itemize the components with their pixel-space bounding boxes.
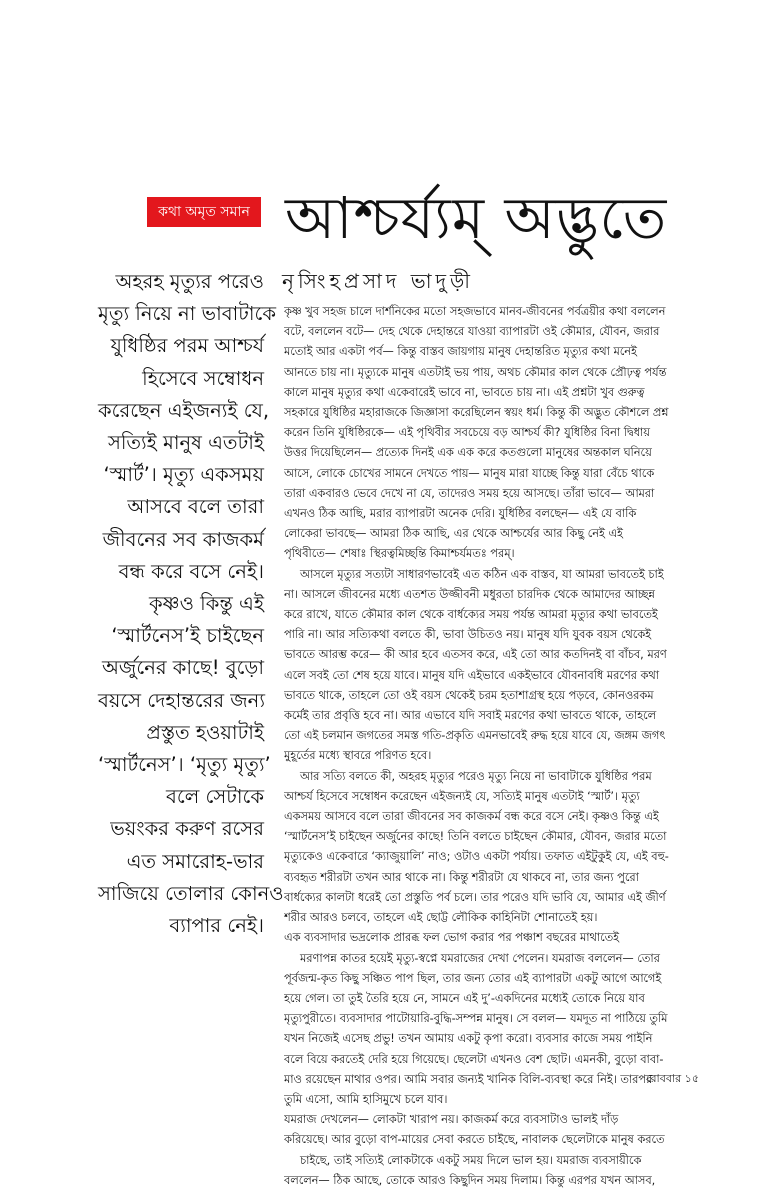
body-line: এখনও ঠিক আছি, মরার ব্যাপারটা অনেক দেরি। যুধিষ্ঠির বলছেন— এই যে বাকি bbox=[284, 507, 637, 521]
body-line: বটে, বললেন বটে— দেহ থেকে দেহান্তরে যাওয়া ব্যাপারটা ওই কৌমার, যৌবন, জরার bbox=[284, 325, 660, 339]
body-line: মৃত্যুপুরীতে। ব্যবসাদার পাটোয়ারি-বুদ্ধি-সম্পন্ন মানুষ। সে বলল— যমদূত না পাঠিয়ে তুমি bbox=[284, 1012, 668, 1026]
pull-quote-line: বন্ধ করে বসে নেই। bbox=[118, 559, 264, 583]
body-line: করেন তিনি যুধিষ্ঠিরকে— এই পৃথিবীর সবচেয়ে বড় আশ্চর্য কী? যুধিষ্ঠির বিনা দ্বিধায় bbox=[284, 426, 650, 440]
pull-quote-line: জীবনের সব কাজকর্ম bbox=[102, 527, 264, 551]
body-line: কালে মানুষ মৃত্যুর কথা একেবারেই ভাবে না, ভাবতে চায় না। এই প্রশ্নটা খুব গুরুত্ব bbox=[284, 385, 645, 399]
pull-quote-line: ‘স্মার্ট’। মৃত্যু একসময় bbox=[103, 463, 264, 487]
body-line: তারা একবারও ভেবে দেখে না যে, তাদেরও সময় হয়ে আসছে। তাঁরা ভাবে— আমরা bbox=[284, 486, 655, 500]
pull-quote-line: ‘স্মার্টনেস’ই চাইছেন bbox=[111, 624, 264, 648]
body-line: আসে, লোকে চোখের সামনে দেখতে পায়— মানুষ মারা যাচ্ছে কিন্তু যারা বেঁচে থাকে bbox=[284, 466, 655, 480]
body-line: ‘স্মার্টনেস’ই চাইছেন অর্জুনের কাছে! তিনি বলতে চাইছেন কৌমার, যৌবন, জরার মতো bbox=[284, 830, 667, 844]
body-line: হয়ে গেল। তা তুই তৈরি হয়ে নে, সামনে এই দু’-একদিনের মধ্যেই তোকে নিয়ে যাব bbox=[284, 991, 645, 1005]
body-line: বলে বিয়ে করতেই দেরি হয়ে গিয়েছে। ছেলেটা এখনও বেশ ছোট। এমনকী, বুড়ো বাবা- bbox=[284, 1052, 664, 1066]
paragraph-first-line: চাইছে, তাই সত্যিই লোকটাকে একটু সময় দিলে ভাল হয়। যমরাজ ব্যবসায়ীকে bbox=[300, 1153, 642, 1167]
body-line: মৃত্যুকেও একেবারে ‘ক্যাজুয়ালি’ নাও; ওটাও একটা পর্যায়। তফাত এইটুকুই যে, এই বহু- bbox=[284, 850, 669, 864]
body-line: বললেন— ঠিক আছে, তোকে আরও কিছুদিন সময় দিলাম। কিন্তু এরপর যখন আসব, bbox=[284, 1173, 656, 1187]
pull-quote-line: অহরহ মৃত্যুর পরেও bbox=[115, 270, 264, 293]
pull-quote-line: প্রস্তুত হওয়াটাই bbox=[146, 720, 264, 744]
body-line: আশ্চর্য হিসেবে সম্বোধন করেছেন এইজন্যই যে, সত্যিই মানুষ এতটাই ‘স্মার্ট’। মৃত্যু bbox=[284, 789, 640, 803]
headline: আশ্চর্য্যম্ অদ্ভুতে bbox=[285, 184, 668, 252]
body-line: এলে সবই তো শেষ হয়ে যাবে। মানুষ যদি এইভাবে একইভাবে যৌবনাবধি মরণের কথা bbox=[284, 668, 660, 682]
pull-quote-line: ব্যাপার নেই। bbox=[169, 914, 264, 938]
pull-quote-line: ‘স্মার্টনেস’। ‘মৃত্যু মৃত্যু’ bbox=[98, 753, 271, 777]
body-line: একসময় আসবে বলে তারা জীবনের সব কাজকর্ম বন্ধ করে বসে নেই। কৃষ্ণও কিন্তু এই bbox=[284, 810, 659, 824]
body-line: ভাবতে আরম্ভ করে— কী আর হবে এতসব করে, এই তো আর কতদিনই বা বাঁচব, মরণ bbox=[284, 648, 667, 662]
pull-quote-line: মৃত্যু নিয়ে না ভাবাটাকে bbox=[98, 302, 276, 326]
section-label: কথা অমৃত সমান bbox=[147, 197, 261, 227]
body-line: এক ব্যবসাদার ভদ্রলোক প্রারব্ধ ফল ভোগ করার পর পঞ্চাশ বছরের মাথাতেই bbox=[284, 931, 619, 945]
pull-quote-line: যুধিষ্ঠির পরম আশ্চর্য bbox=[110, 334, 264, 358]
pull-quote-line: সাজিয়ে তোলার কোনও bbox=[98, 881, 284, 905]
body-line: আনতে চায় না। মৃত্যুকে মানুষ এতটাই ভয় পায়, অথচ কৌমার কাল থেকে প্রৌঢ়ত্ব পর্যন্ত bbox=[284, 365, 667, 379]
pull-quote-line: অর্জুনের কাছে! বুড়ো bbox=[102, 656, 264, 680]
body-line: ব্যবহৃত শরীরটা তখন আর থাকে না। কিন্তু শরীরটা যে থাকবে না, তার জন্য পুরো bbox=[284, 870, 639, 884]
body-line: কৃষ্ণ খুব সহজ চালে দার্শনিকের মতো সহজভাবে মানব-জীবনের পর্বত্রয়ীর কথা বললেন bbox=[284, 305, 666, 318]
article-body bbox=[284, 302, 764, 1191]
body-line: উত্তর দিয়েছিলেন— প্রত্যেক দিনই এক এক করে কতগুলো মানুষের অন্তকাল ঘনিয়ে bbox=[284, 446, 652, 460]
body-line: মতোই আর একটা পর্ব— কিন্তু বাস্তব জায়গায় মানুষ দেহান্তরিত মৃত্যুর কথা মনেই bbox=[284, 345, 637, 359]
body-line: লোকেরা ভাবছে— আমরা ঠিক আছি, এর থেকে আশ্চর্যের আর কিছু নেই এই bbox=[284, 527, 623, 541]
body-line: মাও রয়েছেন মাথার ওপর। আমি সবার জন্যই খানিক বিলি-ব্যবস্থা করে নিই। তারপর bbox=[284, 1072, 653, 1086]
body-line: বার্ধক্যের কালটা ধরেই তো প্রস্তুতি পর্ব চলে। তার পরেও যদি ভাবি যে, আমার এই জীর্ণ bbox=[284, 890, 666, 904]
body-line: পূর্বজন্ম-কৃত কিছু সঞ্চিত পাপ ছিল, তার জন্য তোর এই ব্যাপারটা একটু আগে আগেই bbox=[284, 971, 662, 985]
body-line: করিয়েছে। আর বুড়ো বাপ-মায়ের সেবা করতে চাইছে, নাবালক ছেলেটাকে মানুষ করতে bbox=[284, 1133, 665, 1147]
body-line: কর্মেই তার প্রবৃত্তি হবে না। আর এভাবে যদি সবাই মরণের কথা ভাবতে থাকে, তাহলে bbox=[284, 709, 657, 723]
body-line: যখন নিজেই এসেছ প্রভু! তখন আমায় একটু কৃপা করো। ব্যবসার কাজে সময় পাইনি bbox=[284, 1032, 653, 1046]
body-line: সহকারে যুধিষ্ঠির মহারাজকে জিজ্ঞাসা করেছিলেন স্বয়ং ধর্ম। কিন্তু কী অদ্ভুত কৌশলে প্রশ্ন bbox=[284, 406, 669, 420]
body-line: তো এই চলমান জগতের সমস্ত গতি-প্রকৃতি এমনভাবেই রুদ্ধ হয়ে যাবে যে, জঙ্গম জগৎ bbox=[284, 729, 666, 743]
page-folio: রোববার ১৫ bbox=[646, 1072, 699, 1085]
pull-quote-line: আসবে বলে তারা bbox=[127, 495, 264, 519]
body-line: করে রাখে, যাতে কৌমার কাল থেকে বার্ধক্যের সময় পর্যন্ত আমরা মৃত্যুর কথা ভাবতেই bbox=[284, 608, 658, 622]
pull-quote-line: সত্যিই মানুষ এতটাই bbox=[107, 431, 264, 455]
body-line: যমরাজ দেখলেন— লোকটা খারাপ নয়। কাজকর্ম করে ব্যবসাটাও ভালই দাঁড় bbox=[284, 1113, 619, 1127]
body-line: না। আসলে জীবনের মধ্যে এতশত উজ্জীবনী মধুরতা চারদিক থেকে আমাদের আচ্ছন্ন bbox=[284, 587, 655, 601]
body-line: মুহূর্তের মধ্যে স্থাবরে পরিণত হবে। bbox=[284, 749, 432, 763]
pull-quote-line: এত সমারোহ-ভার bbox=[126, 849, 264, 873]
pull-quote-line: কৃষ্ণও কিন্তু এই bbox=[149, 592, 264, 616]
body-line: পৃথিবীতে— শেষাঃ স্থিরত্বমিচ্ছন্তি কিমাশ্চর্যমতঃ পরম্। bbox=[284, 547, 515, 561]
author-byline: নৃসিংহপ্রসাদ ভাদুড়ী bbox=[282, 269, 475, 293]
body-line: ভাবতে থাকে, তাহলে তো ওই বয়স থেকেই চরম হতাশাগ্রস্থ হয়ে পড়বে, কোনওরকম bbox=[284, 688, 654, 702]
pull-quote-line: হিসেবে সম্বোধন bbox=[142, 366, 264, 390]
pull-quote-line: বলে সেটাকে bbox=[166, 785, 264, 809]
pull-quote bbox=[98, 266, 284, 942]
body-line: শরীর আরও চলবে, তাহলে এই ছোট্ট লৌকিক কাহিনিটা শোনাতেই হয়। bbox=[284, 911, 598, 925]
paragraph-first-line: আসলে মৃত্যুর সত্যটা সাধারণভাবেই এত কঠিন এক বাস্তব, যা আমরা ভাবতেই চাই bbox=[300, 567, 664, 581]
paragraph-first-line: মরণাপন্ন কাতর হয়েই মৃত্যু-স্বপ্নে যমরাজের দেখা পেলেন। যমরাজ বললেন— তোর bbox=[300, 951, 660, 965]
paragraph-first-line: আর সত্যি বলতে কী, অহরহ মৃত্যুর পরেও মৃত্যু নিয়ে না ভাবাটাকে যুধিষ্ঠির পরম bbox=[300, 769, 652, 783]
pull-quote-line: ভয়ংকর করুণ রসের bbox=[110, 817, 264, 841]
pull-quote-line: করেছেন এইজন্যই যে, bbox=[98, 398, 270, 422]
body-line: পারি না। আর সত্যিকথা বলতে কী, ভাবা উচিতও নয়। মানুষ যদি যুবক বয়স থেকেই bbox=[284, 628, 652, 642]
pull-quote-line: বয়সে দেহান্তরের জন্য bbox=[98, 688, 265, 712]
body-line: তুমি এসো, আমি হাসিমুখে চলে যাব। bbox=[284, 1092, 448, 1106]
